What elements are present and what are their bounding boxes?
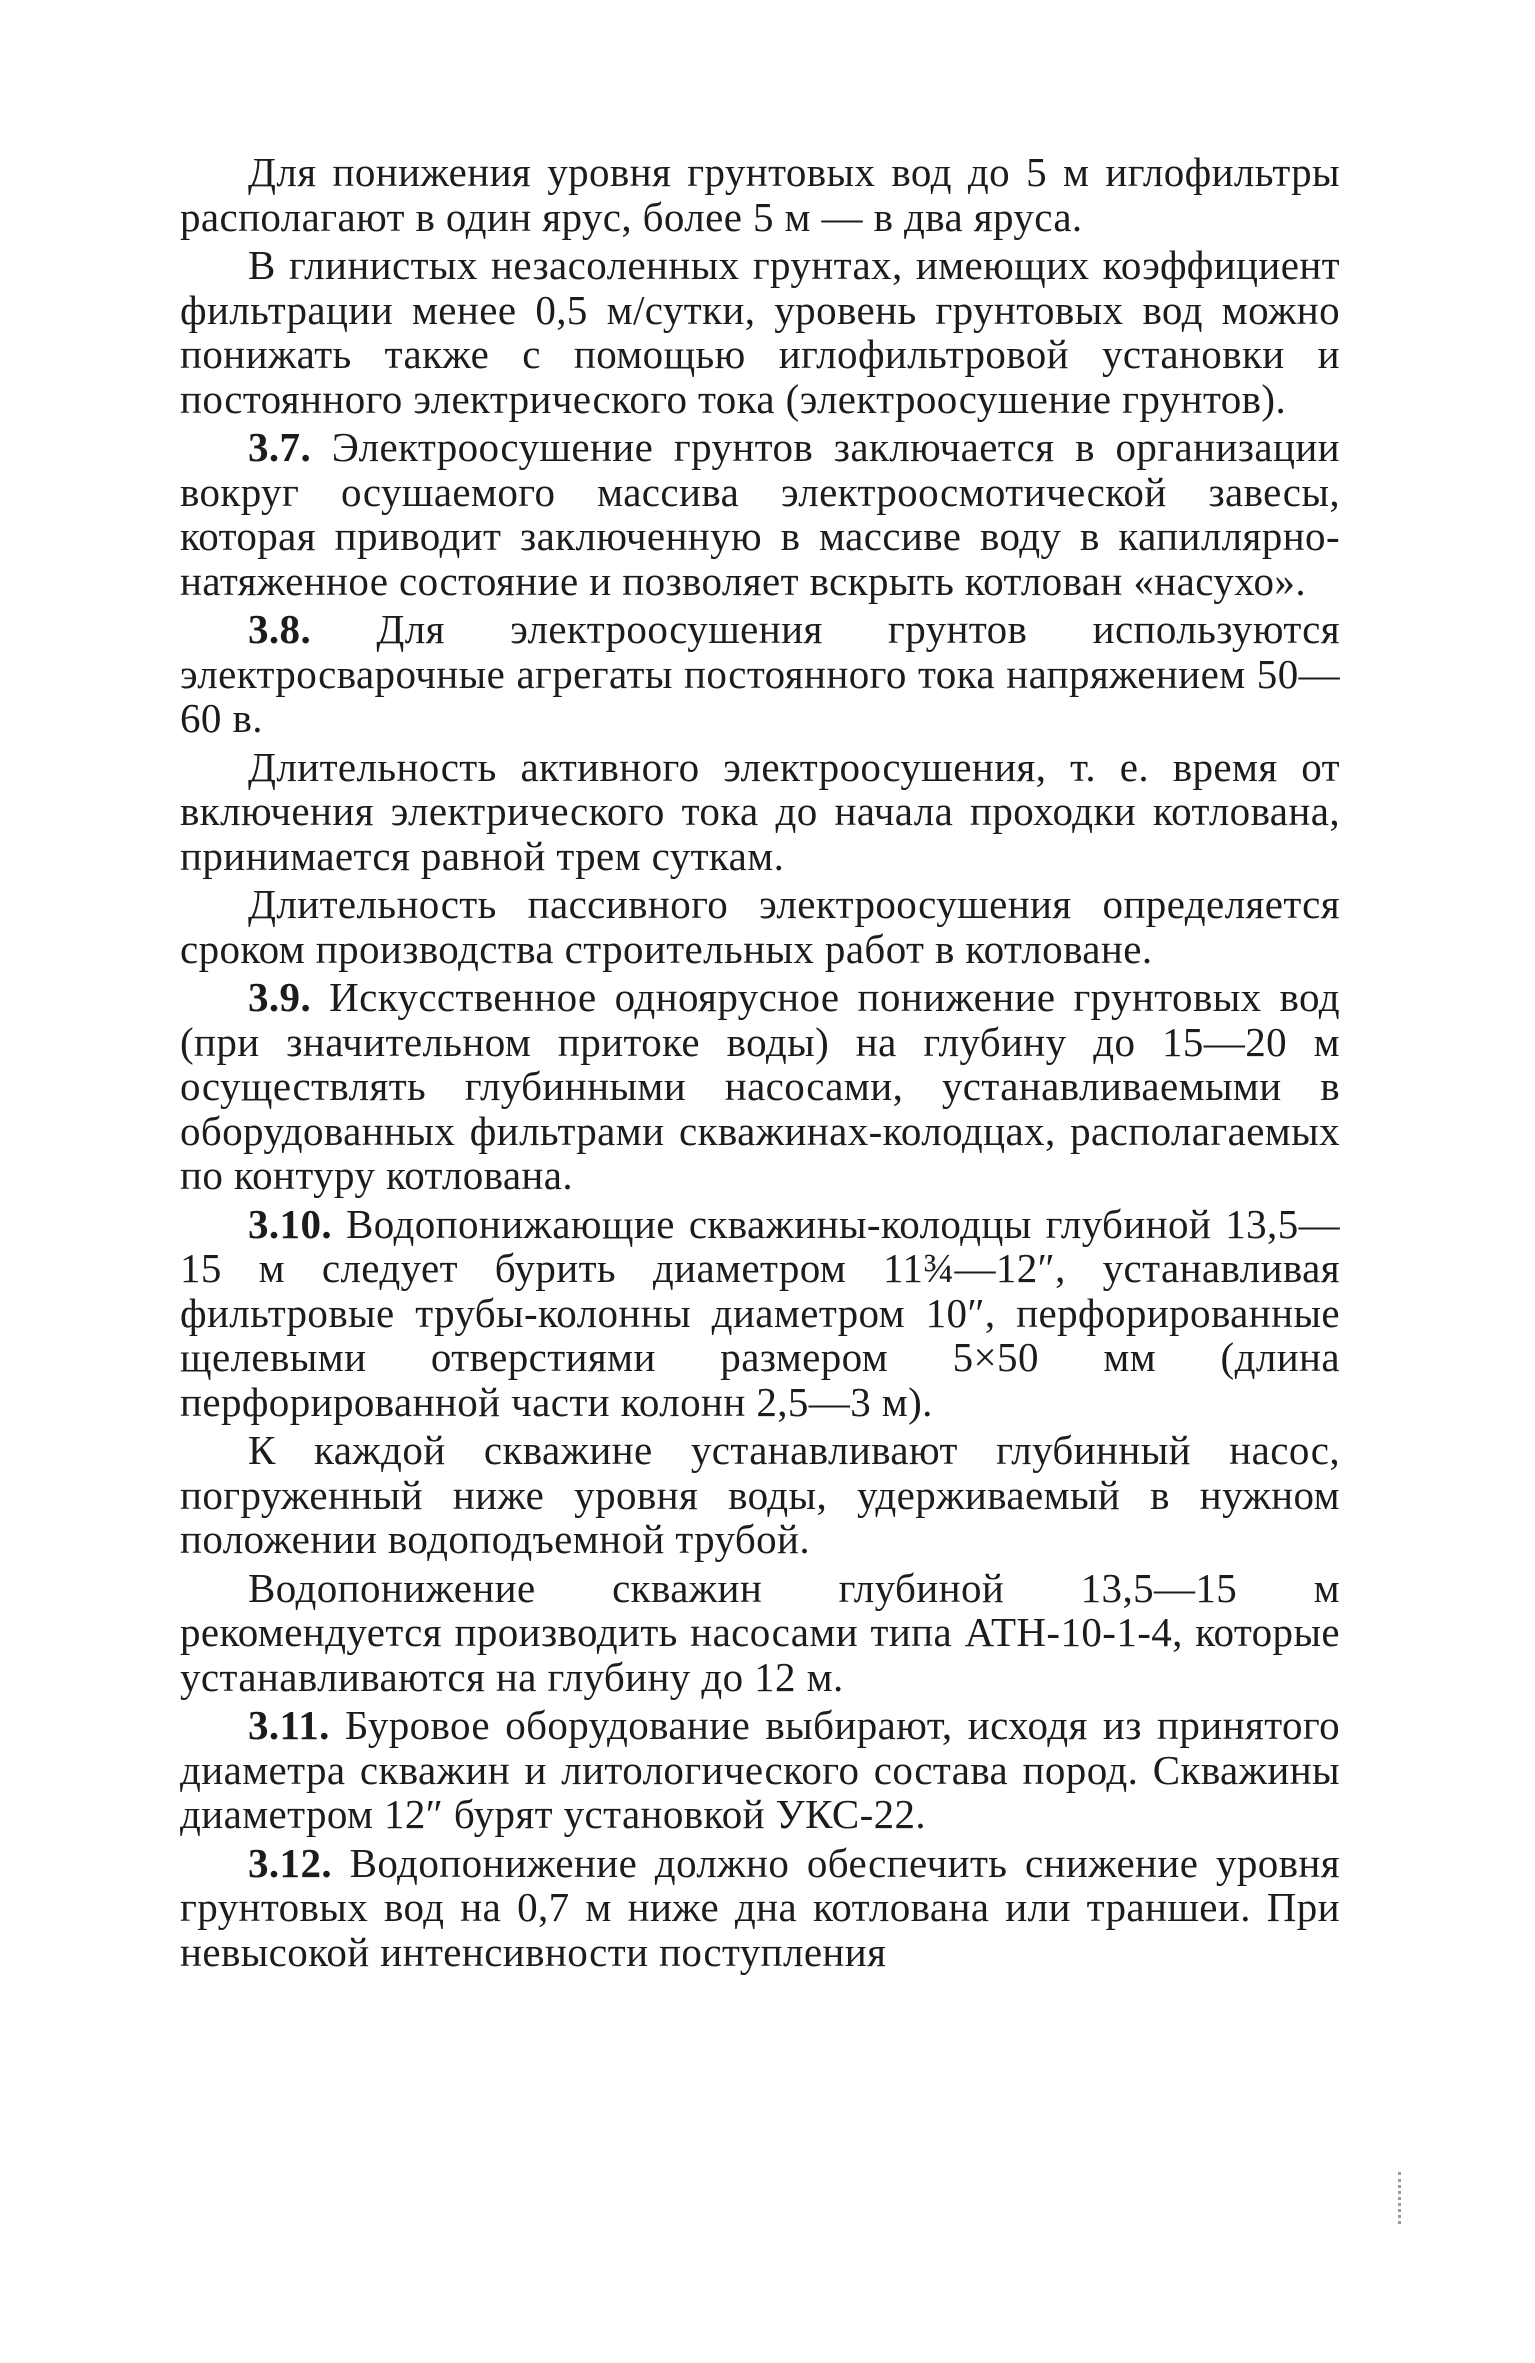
section-3-10: 3.10. Водопонижающие скважины-колодцы глубиной 13,5—15 м следует бурить диаметром 11¾—12″, устанавливая фильтровые трубы-колонны диаметром 10″, перфорированные щелевыми отверстиями размером 5×50 мм (длина перфорированной части колонн 2,5—3 м). [180,1200,1340,1425]
section-number: 3.7. [248,424,312,470]
section-3-11: 3.11. Буровое оборудование выбирают, исходя из принятого диаметра скважин и литологического состава пород. Скважины диаметром 12″ бурят установкой УКС-22. [180,1702,1340,1837]
paragraph: Длительность активного электроосушения, т. е. время от включения электрического тока до начала проходки котлована, принимается равной трем суткам. [180,743,1340,879]
section-3-12: 3.12. Водопонижение должно обеспечить снижение уровня грунтовых вод на 0,7 м ниже дна котлована или траншеи. При невысокой интенсивности поступления [180,1839,1340,1975]
section-number: 3.8. [248,606,312,652]
section-number: 3.11. [248,1702,330,1748]
paragraph: Длительность пассивного электроосушения определяется сроком производства строительных работ в котловане. [180,881,1340,972]
document-page [180,150,1340,2070]
section-3-7: 3.7. Электроосушение грунтов заключается в организации вокруг осушаемого массива электроосмотической завесы, которая приводит заключенную в массиве воду в капиллярно-натяженное состояние и позволяет вскрыть котлован «насухо». [180,424,1340,604]
paragraph: К каждой скважине устанавливают глубинный насос, погруженный ниже уровня воды, удерживаемый в нужном положении водоподъемной трубой. [180,1427,1340,1562]
scan-margin-mark [1398,2172,1407,2224]
section-number: 3.12. [248,1839,332,1886]
section-number: 3.9. [248,974,312,1020]
paragraph: Водопонижение скважин глубиной 13,5—15 м рекомендуется производить насосами типа АТН-10-1-4, которые устанавливаются на глубину до 12 м. [180,1564,1340,1700]
section-number: 3.10. [248,1200,332,1247]
section-3-8: 3.8. Для электроосушения грунтов используются электросварочные агрегаты постоянного тока напряжением 50—60 в. [180,606,1340,741]
paragraph: Для понижения уровня грунтовых вод до 5 м иглофильтры располагают в один ярус, более 5 м — в два яруса. [180,149,1340,240]
section-3-9: 3.9. Искусственное одноярусное понижение грунтовых вод (при значительном притоке воды) на глубину до 15—20 м осуществлять глубинными насосами, устанавливаемыми в оборудованных фильтрами скважинах-колодцах, располагаемых по контуру котлована. [180,974,1340,1198]
paragraph: В глинистых незасоленных грунтах, имеющих коэффициент фильтрации менее 0,5 м/сутки, уровень грунтовых вод можно понижать также с помощью иглофильтровой установки и постоянного электрического тока (электроосушение грунтов). [180,242,1340,422]
